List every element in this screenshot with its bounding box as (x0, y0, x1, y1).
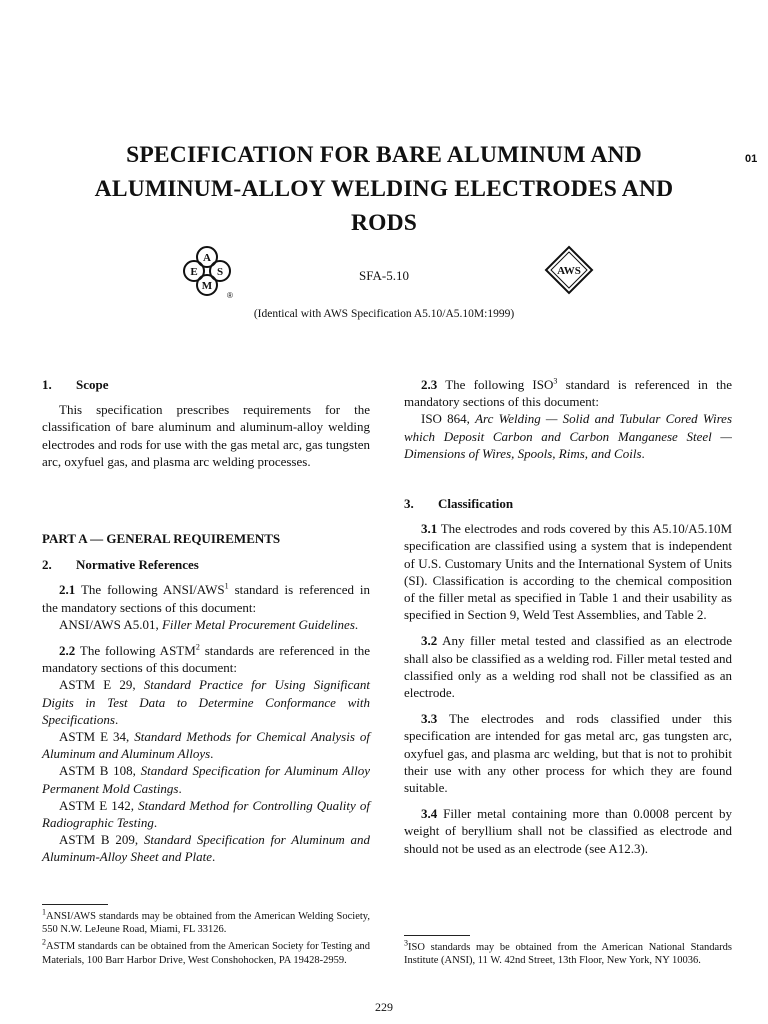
section-3-3: 3.3 The electrodes and rods classified under this specification are intended for gas metal arc, gas tungsten arc, oxyfuel gas, and plasma arc welding, but that is not to prohibit their use with any other process for which they are found suitable. (404, 711, 732, 796)
aws-logo-icon (543, 244, 595, 296)
ref-astm-e-34: ASTM E 34, Standard Methods for Chemical Analysis of Aluminum and Aluminum Alloys. (42, 729, 370, 762)
title-line-3: RODS (350, 210, 418, 236)
revision-mark: 01 (745, 153, 758, 165)
section-3-2: 3.2 Any filler metal tested and classified as an electrode shall also be classified as a welding rod. Filler metal tested and classified only as a welding rod shall not be classified as an electrode. (404, 633, 732, 701)
footnote-3: $^3$ISO standards may be obtained from the American National Standards Institute (ANSI), 11 W. 42nd Street, 13th Floor, New York, NY 10036. (404, 938, 732, 967)
footnotes-left (42, 907, 370, 967)
footnote-rule-left (42, 904, 108, 905)
ref-astm-b-209: ASTM B 209, Standard Specification for Aluminum and Aluminum-Alloy Sheet and Plate. (42, 832, 370, 865)
title-line-1: SPECIFICATION FOR BARE ALUMINUM AND (126, 142, 642, 168)
section-2-1: 2.1 The following ANSI/AWS$^1$ standard is referenced in the mandatory sections of this document: (42, 582, 371, 615)
part-a-section (42, 530, 370, 866)
svg-text:AWS: AWS (557, 265, 581, 277)
identical-with-note: (Identical with AWS Specification A5.10/A5.10M:1999) (253, 308, 515, 320)
svg-text:E: E (190, 266, 198, 278)
ref-astm-e-142: ASTM E 142, Standard Method for Controlling Quality of Radiographic Testing. (42, 797, 371, 831)
ref-iso-864: ISO 864, Arc Welding — Solid and Tubular Cored Wires which Deposit Carbon and Carbon Manganese Steel — Dimensions of Wires, Spools, Rims, and Coils. (404, 411, 732, 461)
section-2-3-block (404, 376, 732, 462)
scope-section (42, 376, 370, 470)
part-a-heading: PART A — GENERAL REQUIREMENTS (42, 531, 281, 546)
footnote-1: $^1$ANSI/AWS standards may be obtained from the American Welding Society, 550 N.W. LeJeune Road, Miami, FL 33126. (42, 907, 370, 936)
document-title (40, 138, 728, 240)
svg-text:S: S (216, 266, 224, 278)
classification-section (404, 495, 732, 857)
section-2-3: 2.3 The following ISO$^3$ standard is referenced in the mandatory sections of this document: (404, 376, 732, 410)
svg-text:®: ® (227, 291, 233, 300)
section-2-2: 2.2 The following ASTM$^2$ standards are referenced in the mandatory sections of this document: (42, 642, 370, 676)
ref-ansi-aws-a5-01: ANSI/AWS A5.01, Filler Metal Procurement Guidelines. (59, 616, 359, 632)
svg-text:A: A (203, 252, 211, 264)
spec-number: SFA-5.10 (359, 268, 409, 283)
classification-heading: 3. Classification (404, 496, 514, 511)
section-3-4: 3.4 Filler metal containing more than 0.0008 percent by weight of beryllium shall not be classified as electrode and should not be used as an electrode (see A12.3). (404, 806, 732, 856)
title-line-2: ALUMINUM-ALLOY WELDING ELECTRODES AND (94, 176, 674, 202)
scope-heading: 1. Scope (42, 377, 109, 392)
footnotes-right (404, 938, 732, 967)
footnote-rule-right (404, 935, 470, 936)
svg-text:M: M (201, 280, 213, 292)
scope-text: This specification prescribes requirements for the classification of bare aluminum and aluminum-alloy welding electrodes and rods for use with the gas metal arc, gas tungsten arc, oxyfuel gas, and plasma arc welding processes. (42, 402, 370, 469)
page-number: 229 (375, 1000, 393, 1014)
ref-astm-e-29: ASTM E 29, Standard Practice for Using Significant Digits in Test Data to Determine Conformance with Specifications. (42, 677, 371, 727)
ref-astm-b-108: ASTM B 108, Standard Specification for Aluminum Alloy Permanent Mold Castings. (42, 763, 370, 796)
section-3-1: 3.1 The electrodes and rods covered by this A5.10/A5.10M specification are classified using a system that is independent of U.S. Customary Units and the International System of Units (SI). Classification is according to the chemical composition of the filler metal as specified in Table 1 and their usability as specified in Section 9, Weld Test Assemblies, and Table 2. (404, 521, 733, 623)
footnote-2: $^2$ASTM standards can be obtained from the American Society for Testing and Materials, 100 Barr Harbor Drive, West Conshohocken, PA 19428-2959. (42, 937, 370, 966)
normative-heading: 2. Normative References (42, 557, 199, 573)
